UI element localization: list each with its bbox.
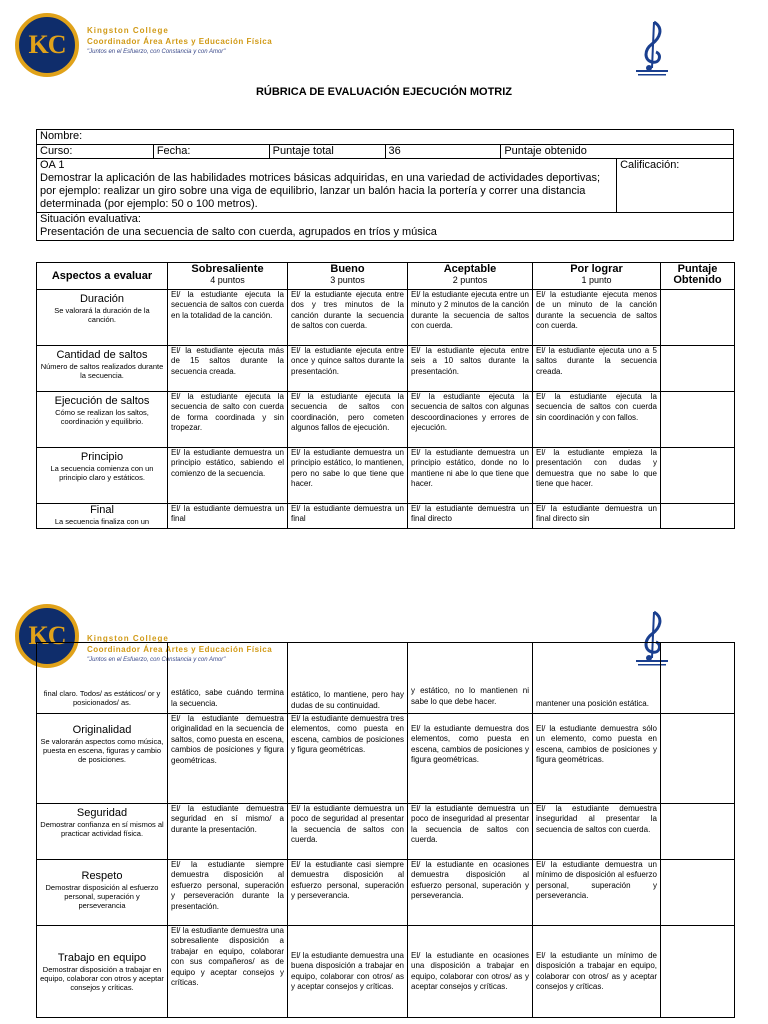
level-1-description: El/ la estudiante demuestra inseguridad al presentar la secuencia de saltos con cuerda. [536, 804, 657, 834]
header-sobresaliente-label: Sobresaliente [191, 263, 264, 275]
aspect-detail: Demostrar confianza en sí mismos al practicar actividad física. [40, 820, 164, 838]
curso-label: Curso: [37, 145, 154, 159]
level-3-description: El/ la estudiante ejecuta la secuencia de saltos con coordinación, pero cometen algunos fallos de ejecución. [291, 392, 404, 433]
level-3-description: estático, lo mantiene, pero hay dudas de su continuidad. [291, 690, 404, 710]
level-3-description: El/ la estudiante demuestra un principio estático, lo mantienen, pero no sabe lo que tiene que hacer. [291, 448, 404, 489]
level-3-description: El/ la estudiante demuestra un poco de seguridad al presentar la secuencia de saltos con cuerda. [291, 804, 404, 845]
aspect-cell [37, 346, 168, 392]
aspect-detail: Se valorarán aspectos como música, puesta en escena, figuras y cambio de posiciones. [40, 737, 164, 764]
aspect-cell [37, 290, 168, 346]
table-row [37, 860, 735, 926]
level-4-description: El/ la estudiante demuestra seguridad en sí mismo/ a durante la presentación. [171, 804, 284, 834]
music-note-emblem-icon [630, 18, 674, 78]
score-cell[interactable] [661, 804, 735, 860]
level-2-description: El/ la estudiante demuestra un final directo [411, 504, 529, 524]
score-cell[interactable] [661, 290, 735, 346]
score-cell[interactable] [661, 346, 735, 392]
level-1-description: El/ la estudiante ejecuta menos de un minuto de la canción durante la secuencia de saltos con cuerda. [536, 290, 657, 331]
rubric-header-row [37, 263, 735, 290]
rubric-table [36, 262, 735, 529]
college-logo [15, 13, 79, 77]
table-row [37, 290, 735, 346]
level-1-description: El/ la estudiante empieza la presentación con dudas y demuestra que no sabe lo que tiene que hacer. [536, 448, 657, 489]
aspect-cell [37, 504, 168, 529]
score-cell[interactable] [661, 860, 735, 926]
header-aceptable [408, 263, 533, 290]
coordinator-name: Coordinador Área Artes y Educación Física [87, 37, 273, 46]
table-row [37, 714, 735, 804]
level-2-description: El/ la estudiante demuestra dos elementos, como puesta en escena, cambios de posiciones y figura geométricas. [411, 724, 529, 765]
level-2-description: El/ la estudiante en ocasiones una disposición a trabajar en equipo, colaborar con otros/ as y aceptar consejos y críticas. [411, 950, 529, 991]
level-4-description: El/ la estudiante ejecuta la secuencia de saltos con cuerda en la totalidad de la canción. [171, 290, 284, 320]
level-2-description: El/ la estudiante en ocasiones demuestra disposición al esfuerzo personal, superación y perseverancia. [411, 860, 529, 901]
aspect-name: Ejecución de saltos [54, 395, 150, 407]
score-cell[interactable] [661, 392, 735, 448]
school-name: Kingston College [87, 26, 169, 35]
table-row [37, 346, 735, 392]
header-sobresaliente [168, 263, 288, 290]
aspect-detail: La secuencia finaliza con un [54, 517, 150, 526]
level-2-description: El/ la estudiante ejecuta entre un minuto y 2 minutos de la canción durante la secuencia de saltos con cuerda. [411, 290, 529, 331]
table-row [37, 926, 735, 1018]
aspect-detail: final claro. Todos/ as estáticos/ or y posicionados/ as. [43, 689, 161, 707]
level-4-description: El/ la estudiante demuestra originalidad en la secuencia de saltos, como puesta en escena, cambios de posiciones y figura geométricas. [171, 714, 284, 765]
aspect-detail: La secuencia comienza con un principio claro y estáticos. [50, 464, 154, 482]
aspect-cell [37, 714, 168, 804]
aspect-name: Principio [80, 451, 124, 463]
student-info-table [36, 129, 734, 241]
header-bueno-label: Bueno [330, 263, 365, 275]
school-header [87, 25, 272, 58]
level-4-description: El/ la estudiante ejecuta más de 15 saltos durante la secuencia creada. [171, 346, 284, 376]
oa-title: OA 1 [40, 159, 65, 171]
table-row [37, 643, 735, 714]
school-name: Kingston College [87, 634, 169, 643]
aspect-cell [37, 860, 168, 926]
level-3-description: El/ la estudiante demuestra una buena disposición a trabajar en equipo, colaborar con otros/ as y aceptar consejos y críticas. [291, 950, 404, 991]
header-aceptable-label: Aceptable [443, 263, 497, 275]
table-row [37, 804, 735, 860]
level-2-description: El/ la estudiante ejecuta entre seis a 10 saltos durante la presentación. [411, 346, 529, 376]
header-aceptable-points: 2 puntos [452, 275, 488, 285]
aspect-detail: Demostrar disposición a trabajar en equipo, colaborar con otros y aceptar consejos y críticas. [40, 964, 164, 992]
level-3-description: El/ la estudiante demuestra un final [291, 504, 404, 524]
score-cell[interactable] [661, 926, 735, 1018]
school-motto: "Juntos en el Esfuerzo, con Constancia y con Amor" [87, 49, 226, 55]
level-1-description: El/ la estudiante demuestra un final directo sin [536, 504, 657, 524]
puntaje-obtenido-label: Puntaje obtenido [501, 145, 734, 159]
level-3-description: El/ la estudiante demuestra tres elementos, como puesta en escena, cambios de posiciones y figura geométricas. [291, 714, 404, 755]
situacion-text: Presentación de una secuencia de salto con cuerda, agrupados en tríos y música [40, 226, 437, 238]
header-bueno [288, 263, 408, 290]
score-cell[interactable] [661, 504, 735, 529]
level-3-description: El/ la estudiante ejecuta entre dos y tres minutos de la canción durante la secuencia de saltos con cuerda. [291, 290, 404, 331]
puntaje-total-value: 36 [385, 145, 501, 159]
aspect-name: Duración [79, 293, 125, 305]
nombre-label: Nombre: [37, 130, 734, 145]
table-row [37, 392, 735, 448]
aspect-name: Seguridad [76, 807, 128, 819]
aspect-name: Originalidad [72, 724, 132, 736]
header-por-lograr [533, 263, 661, 290]
aspect-cell [37, 643, 168, 714]
level-1-description: El/ la estudiante ejecuta uno a 5 saltos durante la secuencia creada. [536, 346, 657, 376]
aspect-detail: Cómo se realizan los saltos, coordinación y equilibrio. [55, 408, 149, 426]
level-2-description: El/ la estudiante demuestra un poco de inseguridad al presentar la secuencia de saltos con cuerda. [411, 804, 529, 845]
aspect-name: Respeto [81, 870, 123, 882]
situacion-label: Situación evaluativa: [40, 213, 141, 225]
school-motto: "Juntos en el Esfuerzo, con Constancia y con Amor" [87, 657, 226, 663]
rubric-table-continued [36, 642, 735, 1018]
logo-text: KC [28, 30, 66, 59]
situacion-cell [37, 213, 734, 241]
header-puntaje-obtenido [661, 263, 735, 290]
level-2-description: El/ la estudiante ejecuta la secuencia de saltos con algunas descoordinaciones y errores de ejecución. [411, 392, 529, 433]
level-4-description: El/ la estudiante ejecuta la secuencia de salto con cuerda de forma coordinada y sin tropezar. [171, 392, 284, 433]
aspect-name: Cantidad de saltos [56, 349, 148, 361]
coordinator-name: Coordinador Área Artes y Educación Física [87, 645, 273, 654]
level-1-description: mantener una posición estática. [536, 698, 649, 708]
oa-cell [37, 159, 617, 213]
level-4-description: estático, sabe cuándo termina la secuencia. [171, 688, 284, 708]
calificacion-label: Calificación: [617, 159, 734, 213]
header-por-lograr-points: 1 punto [581, 275, 612, 285]
header-puntaje-label: Puntaje Obtenido [673, 263, 722, 286]
table-row [37, 448, 735, 504]
level-4-description: El/ la estudiante demuestra un principio estático, sabiendo el comienzo de la secuencia. [171, 448, 284, 478]
aspect-cell [37, 392, 168, 448]
level-1-description: El/ la estudiante ejecuta la secuencia de saltos con cuerda sin coordinación y con fallos. [536, 392, 657, 422]
aspect-cell [37, 448, 168, 504]
score-cell[interactable] [661, 448, 735, 504]
header-sobresaliente-points: 4 puntos [210, 275, 245, 285]
puntaje-total-label: Puntaje total [269, 145, 385, 159]
score-cell[interactable] [661, 643, 735, 714]
level-4-description: El/ la estudiante demuestra un final [171, 504, 284, 524]
aspect-cell [37, 804, 168, 860]
level-4-description: El/ la estudiante demuestra una sobresaliente disposición a trabajar en equipo, colaborar con sus compañeros/ as de equipo y aceptar consejos y críticas. [171, 926, 284, 988]
level-1-description: El/ la estudiante demuestra un mínimo de disposición al esfuerzo personal, superación y perseverancia. [536, 860, 657, 901]
level-4-description: El/ la estudiante siempre demuestra disposición al esfuerzo personal, superación y perseveración durante la presentación. [171, 860, 284, 911]
aspect-name: Final [90, 504, 114, 516]
level-3-description: El/ la estudiante casi siempre demuestra disposición al esfuerzo personal, superación y perseverancia. [291, 860, 404, 901]
header-bueno-points: 3 puntos [330, 275, 365, 285]
oa-text: Demostrar la aplicación de las habilidades motrices básicas adquiridas, en una variedad de actividades deportivas; por ejemplo: realizar un giro sobre una viga de equilibrio, lanzar un balón hacia la portería y correr una distancia determinada (por ejemplo: 50 o 100 metros). [40, 172, 601, 210]
score-cell[interactable] [661, 714, 735, 804]
level-2-description: El/ la estudiante demuestra un principio estático, donde no lo mantiene ni abe lo que tiene que hacer. [411, 448, 529, 489]
fecha-label: Fecha: [153, 145, 269, 159]
level-1-description: El/ la estudiante un mínimo de disposición a trabajar en equipo, colaborar con otros/ as y aceptar consejos y críticas. [536, 950, 657, 991]
page-title: RÚBRICA DE EVALUACIÓN EJECUCIÓN MOTRIZ [255, 86, 513, 98]
table-row [37, 504, 735, 529]
aspect-detail: Número de saltos realizados durante la secuencia. [40, 362, 164, 380]
aspect-name: Trabajo en equipo [57, 951, 147, 964]
header-aspectos [37, 263, 168, 290]
aspect-detail: Se valorará la duración de la canción. [54, 306, 150, 324]
level-2-description: y estático, no lo mantienen ni sabe lo que debe hacer. [411, 686, 529, 706]
header-aspectos-label: Aspectos a evaluar [51, 270, 153, 282]
level-1-description: El/ la estudiante demuestra sólo un elemento, como puesta en escena, cambios de posiciones y figura geométricas. [536, 724, 657, 765]
level-3-description: El/ la estudiante ejecuta entre once y quince saltos durante la presentación. [291, 346, 404, 376]
aspect-detail: Demostrar disposición al esfuerzo personal, superación y perseverancia [45, 883, 159, 910]
header-por-lograr-label: Por lograr [570, 263, 623, 275]
logo-text: KC [28, 621, 66, 650]
aspect-cell [37, 926, 168, 1018]
